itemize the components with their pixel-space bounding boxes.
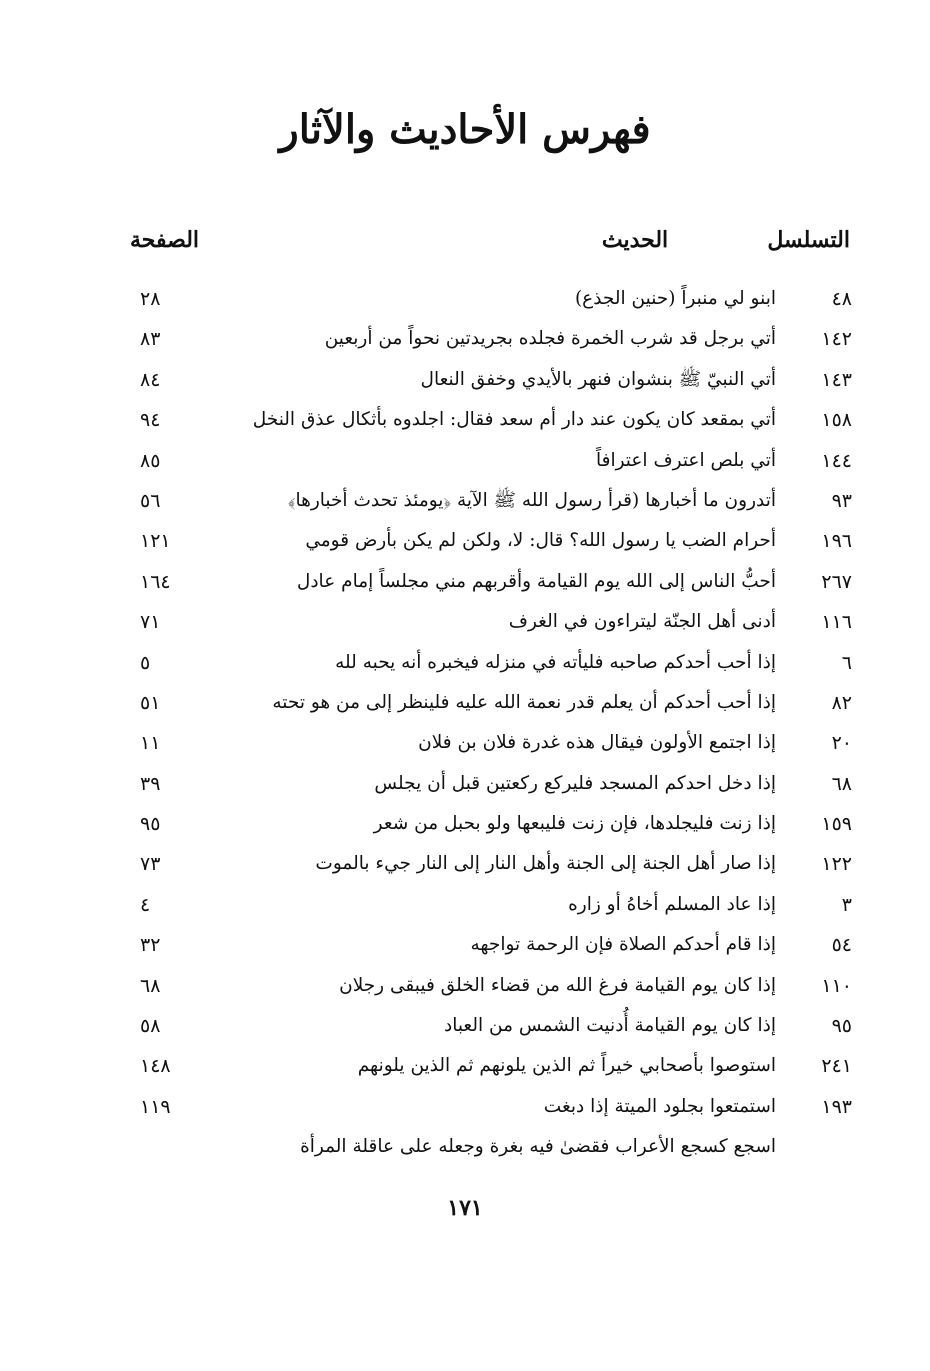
index-entry <box>0 885 930 925</box>
entry-page: ٧٣ <box>140 853 161 876</box>
entry-page: ٣٩ <box>140 772 161 795</box>
index-entry <box>0 804 930 844</box>
index-entry <box>0 643 930 683</box>
entry-page: ١٤٨ <box>140 1055 171 1078</box>
index-entry <box>0 481 930 521</box>
entry-page: ١١٩ <box>140 1095 171 1118</box>
entry-page: ٦٨ <box>140 974 161 997</box>
entry-page: ٥١ <box>140 691 161 714</box>
entry-serial: ١٢٢ <box>821 853 852 876</box>
entry-hadith: إذا اجتمع الأولون فيقال هذه غدرة فلان بن فلان <box>418 732 776 754</box>
entry-serial: ٨٢ <box>831 691 852 714</box>
entry-hadith: إذا أحب أحدكم صاحبه فليأته في منزله فيخبره أنه يحبه لله <box>335 651 776 673</box>
entry-serial: ٢٤١ <box>821 1055 852 1078</box>
index-entry <box>0 521 930 561</box>
page-title: فهرس الأحاديث والآثار <box>279 106 651 153</box>
entry-page: ٨٣ <box>140 328 161 351</box>
entry-serial: ١٤٣ <box>821 368 852 391</box>
entry-hadith: أتي بمقعد كان يكون عند دار أم سعد فقال: اجلدوه بأثكال عذق النخل <box>252 409 776 431</box>
serial-column-header: التسلسل <box>767 227 850 253</box>
entry-hadith: إذا قام أحدكم الصلاة فإن الرحمة تواجهه <box>470 934 776 956</box>
entry-serial: ٢٦٧ <box>821 570 852 593</box>
index-entry <box>0 966 930 1006</box>
entry-serial: ١٩٦ <box>821 530 852 553</box>
hadith-index-list <box>0 279 930 1168</box>
entry-hadith: إذا أحب أحدكم أن يعلم قدر نعمة الله عليه فلينظر إلى من هو تحته <box>272 691 776 713</box>
entry-serial: ٥٤ <box>831 934 852 957</box>
entry-hadith: إذا زنت فليجلدها، فإن زنت فليبعها ولو بحبل من شعر <box>373 813 776 835</box>
index-entry <box>0 1046 930 1086</box>
entry-serial: ٤٨ <box>831 288 852 310</box>
entry-serial: ٩٥ <box>831 1015 852 1038</box>
entry-serial: ١١٠ <box>821 974 852 997</box>
index-entry <box>0 441 930 481</box>
entry-page: ١١ <box>140 732 161 755</box>
index-entry <box>0 400 930 440</box>
entry-page: ٩٥ <box>140 813 161 836</box>
entry-page: ٨٤ <box>140 368 161 391</box>
hadith-column-header: الحديث <box>601 227 669 253</box>
entry-hadith: أحبُّ الناس إلى الله يوم القيامة وأقربهم مني مجلساً إمام عادل <box>296 570 776 592</box>
entry-serial: ٢٠ <box>831 732 852 755</box>
index-entry <box>0 723 930 763</box>
entry-page: ٧١ <box>140 611 161 634</box>
entry-serial: ٩٣ <box>831 489 852 512</box>
entry-serial: ١٩٣ <box>821 1095 852 1118</box>
index-entry <box>0 1087 930 1127</box>
index-entry <box>0 1127 930 1167</box>
index-entry <box>0 562 930 602</box>
page-column-header: الصفحة <box>130 227 200 253</box>
index-entry <box>0 360 930 400</box>
entry-serial: ٦٨ <box>831 772 852 795</box>
entry-page: ٤ <box>140 893 151 916</box>
entry-hadith: إذا كان يوم القيامة فرغ الله من قضاء الخلق فيبقى رجلان <box>339 974 776 996</box>
entry-serial: ١٥٨ <box>821 409 852 432</box>
entry-page: ١٦٤ <box>140 570 171 593</box>
entry-hadith: إذا عاد المسلم أخاهُ أو زاره <box>568 893 776 915</box>
entry-hadith: استمتعوا بجلود الميتة إذا دبغت <box>543 1095 776 1117</box>
index-entry <box>0 764 930 804</box>
entry-serial: ١١٦ <box>821 611 852 634</box>
entry-hadith: إذا صار أهل الجنة إلى الجنة وأهل النار إلى النار جيء بالموت <box>315 853 776 875</box>
page-number: ١٧١ <box>447 1195 483 1221</box>
entry-serial: ٣ <box>841 893 852 916</box>
entry-page: ٥ <box>140 651 151 674</box>
index-entry <box>0 1006 930 1046</box>
index-entry <box>0 925 930 965</box>
entry-page: ٨٥ <box>140 449 161 472</box>
entry-hadith: إذا كان يوم القيامة أُدنيت الشمس من العباد <box>443 1015 776 1037</box>
entry-hadith: إذا دخل احدكم المسجد فليركع ركعتين قبل أن يجلس <box>374 772 776 794</box>
entry-page: ٢٨ <box>140 288 161 310</box>
entry-hadith: استوصوا بأصحابي خيراً ثم الذين يلونهم ثم الذين يلونهم <box>357 1055 776 1077</box>
entry-serial: ٦ <box>841 651 852 674</box>
entry-serial: ١٤٢ <box>821 328 852 351</box>
entry-hadith: اسجع كسجع الأعراب فقضىٰ فيه بغرة وجعله على عاقلة المرأة <box>300 1136 776 1158</box>
entry-page: ٣٢ <box>140 934 161 957</box>
index-entry <box>0 683 930 723</box>
index-entry <box>0 279 930 319</box>
index-entry <box>0 844 930 884</box>
entry-hadith: أحرام الضب يا رسول الله؟ قال: لا، ولكن لم يكن بأرض قومي <box>305 530 776 552</box>
entry-page: ٥٦ <box>140 489 161 512</box>
index-entry <box>0 319 930 359</box>
entry-hadith: ابنو لي منبراً (حنين الجذع) <box>574 288 776 309</box>
entry-hadith: أتي برجل قد شرب الخمرة فجلده بجريدتين نحواً من أربعين <box>324 328 776 350</box>
entry-serial: ١٥٩ <box>821 813 852 836</box>
entry-hadith: أدنى أهل الجنّة ليتراءون في الغرف <box>508 611 776 633</box>
entry-hadith: أتي النبيّ ﷺ بنشوان فنهر بالأيدي وخفق النعال <box>420 368 776 390</box>
entry-serial: ١٤٤ <box>821 449 852 472</box>
index-entry <box>0 602 930 642</box>
entry-hadith: أتدرون ما أخبارها (قرأ رسول الله ﷺ الآية ﴿يومئذ تحدث أخبارها﴾ <box>287 489 776 511</box>
entry-hadith: أتي بلص اعترف اعترافاً <box>595 449 776 471</box>
entry-page: ٩٤ <box>140 409 161 432</box>
entry-page: ٥٨ <box>140 1015 161 1038</box>
entry-page: ١٢١ <box>140 530 171 553</box>
